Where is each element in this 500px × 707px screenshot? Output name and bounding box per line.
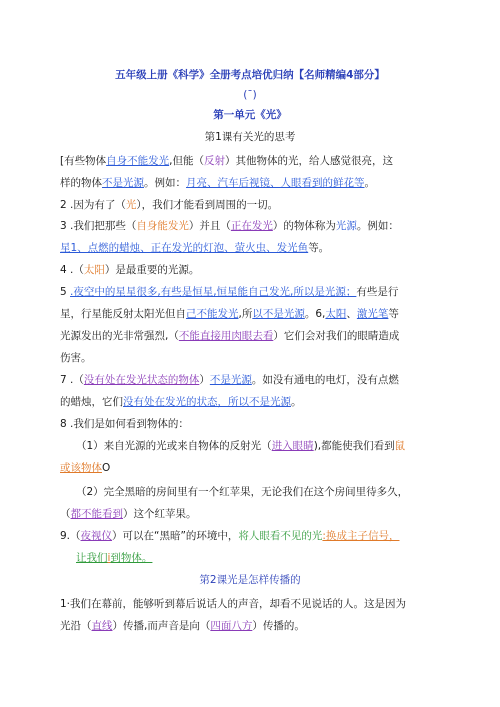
document-title: 五年级上册《科学》全册考点培优归纳【名师精编4部分】: [115, 69, 385, 81]
line-21: 光沿（直线）传播,而声音是向（四面八方）传播的。: [60, 620, 305, 632]
line-14: （1）来自光源的光或来自物体的反射光（进入眼睛),都能使我们看到鼠: [76, 440, 406, 452]
line-18: 9.（夜视仪）可以在“黑暗”的环境中，将人眼看不见的光:换成主子信号，: [60, 530, 400, 542]
line-9: 光源发出的光非常强烈,（不能直接用肉眼去看）它们会对我们的眼睛造成: [60, 330, 400, 342]
part-marker: (¯): [243, 89, 257, 101]
line-4: 3 .我们把那些（自身能发光）并且（正在发光）的物体称为光源。例如：: [60, 220, 399, 232]
line-3: 2 .因为有了（光），我们才能看到周围的一切。: [60, 199, 279, 211]
line-19: 让我们i到物体。: [76, 552, 153, 564]
line-7: 5 .夜空中的星星很多,有些是恒星,恒星能自己发光,所以是光源；有些是行: [60, 286, 399, 298]
line-17: （都不能看到）这个红苹果。: [60, 508, 197, 520]
line-8: 星，行星能反射太阳光但自己不能发光,所以不是光源。6,太阳、激光笔等: [60, 308, 399, 320]
line-16: （2）完全黑暗的房间里有一个红苹果，无论我们在这个房间里待多久，: [76, 486, 409, 498]
line-6: 4 .（太阳）是最重要的光源。: [60, 264, 200, 276]
line-20: 1·我们在幕前，能够听到幕后说话人的声音，却看不见说话的人。这是因为: [60, 598, 407, 610]
line-15: 或该物体O: [60, 462, 111, 474]
line-12: 的蜡烛，它们没有处在发光的状态，所以不是光源。: [60, 396, 302, 408]
line-11: 7 .（没有处在发光状态的物体）不是光源。如没有通电的电灯，没有点燃: [60, 374, 399, 386]
line-2: 样的物体不是光源。例如：月亮、汽车后视镜、人眼看到的鲜花等。: [60, 177, 375, 189]
unit-heading: 第一单元《光》: [213, 109, 287, 121]
line-13: 8 .我们是如何看到物体的：: [60, 418, 189, 430]
line-10: 伤害。: [60, 352, 92, 364]
lesson-heading-2: 第2课光是怎样传播的: [199, 574, 301, 586]
lesson-heading-1: 第1课有关光的思考: [204, 131, 296, 143]
line-1: [有些物体自身不能发光,但能（反射）其他物体的光，给人感觉很亮，这: [60, 155, 393, 167]
line-5: 星1、点燃的蜡烛、正在发光的灯泡、萤火虫、发光鱼等。: [60, 242, 330, 254]
